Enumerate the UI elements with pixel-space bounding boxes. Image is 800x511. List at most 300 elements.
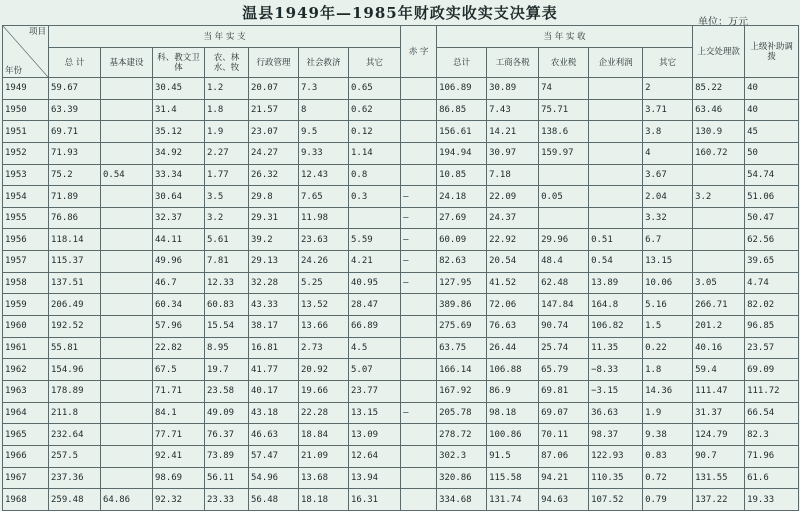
expenditure-cell: 1.14 — [349, 142, 401, 164]
revenue-cell: 0.51 — [589, 229, 643, 251]
expenditure-cell — [101, 424, 153, 446]
revenue-cell: 27.69 — [437, 207, 487, 229]
upper-processing-cell: 3.05 — [693, 272, 745, 294]
rev-agri-tax-header: 农业税 — [539, 48, 589, 78]
expenditure-cell: 13.66 — [299, 316, 349, 338]
table-row — [3, 207, 799, 229]
revenue-cell: 167.92 — [437, 380, 487, 402]
revenue-cell: −8.33 — [589, 359, 643, 381]
expenditure-cell: 30.64 — [153, 186, 205, 208]
expenditure-cell: 118.14 — [49, 229, 101, 251]
upper-subsidy-cell: 19.33 — [745, 489, 799, 511]
revenue-cell: 389.86 — [437, 294, 487, 316]
expenditure-cell: 84.1 — [153, 402, 205, 424]
upper-subsidy-cell: 62.56 — [745, 229, 799, 251]
table-row — [3, 489, 799, 511]
expenditure-cell: 31.4 — [153, 99, 205, 121]
expenditure-cell: 63.39 — [49, 99, 101, 121]
expenditure-cell: 23.77 — [349, 380, 401, 402]
revenue-cell: 65.79 — [539, 359, 589, 381]
expenditure-cell — [101, 207, 153, 229]
revenue-cell: 320.86 — [437, 467, 487, 489]
upper-processing-cell — [693, 251, 745, 273]
upper-subsidy-cell: 71.96 — [745, 445, 799, 467]
expenditure-cell — [101, 294, 153, 316]
expenditure-cell: 20.07 — [249, 78, 299, 100]
upper-processing-cell: 63.46 — [693, 99, 745, 121]
upper-subsidy-header: 上级补助调拨 — [745, 26, 799, 78]
table-row — [3, 142, 799, 164]
upper-processing-cell: 111.47 — [693, 380, 745, 402]
revenue-cell: 60.09 — [437, 229, 487, 251]
expenditure-cell: 54.96 — [249, 467, 299, 489]
chizi-cell — [401, 78, 437, 100]
expenditure-cell: 69.71 — [49, 121, 101, 143]
upper-processing-cell: 59.4 — [693, 359, 745, 381]
table-row — [3, 337, 799, 359]
chizi-cell — [401, 489, 437, 511]
revenue-cell: 10.06 — [643, 272, 693, 294]
expenditure-cell: 26.32 — [249, 164, 299, 186]
revenue-cell: 91.5 — [487, 445, 539, 467]
exp-agriculture-header: 农、林水、牧 — [205, 48, 249, 78]
expenditure-cell: 39.2 — [249, 229, 299, 251]
upper-processing-cell: 85.22 — [693, 78, 745, 100]
expenditure-cell: 12.33 — [205, 272, 249, 294]
revenue-cell: 22.92 — [487, 229, 539, 251]
upper-subsidy-cell: 50.47 — [745, 207, 799, 229]
year-cell: 1964 — [3, 402, 49, 424]
revenue-cell: 82.63 — [437, 251, 487, 273]
chizi-cell: — — [401, 207, 437, 229]
table-title: 温县1949年—1985年财政实收实支决算表 — [242, 4, 558, 22]
expenditure-cell: 56.11 — [205, 467, 249, 489]
revenue-cell: 76.63 — [487, 316, 539, 338]
revenue-cell: 127.95 — [437, 272, 487, 294]
table-row — [3, 78, 799, 100]
chizi-cell — [401, 445, 437, 467]
expenditure-cell: 21.57 — [249, 99, 299, 121]
expenditure-cell: 46.63 — [249, 424, 299, 446]
revenue-cell: 166.14 — [437, 359, 487, 381]
expenditure-cell: 5.25 — [299, 272, 349, 294]
table-row — [3, 272, 799, 294]
revenue-cell: 62.48 — [539, 272, 589, 294]
revenue-cell: 22.09 — [487, 186, 539, 208]
chizi-cell — [401, 359, 437, 381]
rev-tax-header: 工商各税 — [487, 48, 539, 78]
upper-processing-cell: 90.7 — [693, 445, 745, 467]
revenue-cell — [589, 121, 643, 143]
expenditure-cell: 71.93 — [49, 142, 101, 164]
expenditure-cell: 259.48 — [49, 489, 101, 511]
upper-processing-cell — [693, 164, 745, 186]
upper-subsidy-cell: 111.72 — [745, 380, 799, 402]
upper-subsidy-cell: 66.54 — [745, 402, 799, 424]
revenue-cell: 110.35 — [589, 467, 643, 489]
expenditure-cell: 49.96 — [153, 251, 205, 273]
expenditure-cell — [101, 186, 153, 208]
expenditure-cell: 22.28 — [299, 402, 349, 424]
revenue-cell: 69.81 — [539, 380, 589, 402]
table-row — [3, 445, 799, 467]
upper-subsidy-cell: 40 — [745, 78, 799, 100]
revenue-cell — [589, 99, 643, 121]
expenditure-cell: 23.58 — [205, 380, 249, 402]
corner-header — [3, 26, 49, 78]
upper-subsidy-cell: 4.74 — [745, 272, 799, 294]
revenue-cell — [539, 207, 589, 229]
expenditure-cell: 1.2 — [205, 78, 249, 100]
expenditure-cell — [101, 251, 153, 273]
expenditure-cell — [101, 359, 153, 381]
expenditure-cell: 7.65 — [299, 186, 349, 208]
chizi-cell: — — [401, 251, 437, 273]
table-row — [3, 251, 799, 273]
exp-other-header: 其它 — [349, 48, 401, 78]
expenditure-cell: 55.81 — [49, 337, 101, 359]
expenditure-cell: 7.81 — [205, 251, 249, 273]
revenue-cell: 302.3 — [437, 445, 487, 467]
revenue-cell: 275.69 — [437, 316, 487, 338]
expenditure-cell: 154.96 — [49, 359, 101, 381]
expenditure-cell: 18.18 — [299, 489, 349, 511]
chizi-cell: — — [401, 272, 437, 294]
year-cell: 1963 — [3, 380, 49, 402]
revenue-cell: 13.89 — [589, 272, 643, 294]
year-cell: 1967 — [3, 467, 49, 489]
expenditure-cell: 16.81 — [249, 337, 299, 359]
revenue-cell: 205.78 — [437, 402, 487, 424]
chizi-cell — [401, 142, 437, 164]
expenditure-cell: 0.8 — [349, 164, 401, 186]
upper-processing-cell: 124.79 — [693, 424, 745, 446]
upper-subsidy-cell: 45 — [745, 121, 799, 143]
revenue-cell: 107.52 — [589, 489, 643, 511]
year-cell: 1956 — [3, 229, 49, 251]
revenue-cell: 30.97 — [487, 142, 539, 164]
expenditure-cell: 0.12 — [349, 121, 401, 143]
expenditure-cell: 24.27 — [249, 142, 299, 164]
revenue-cell: 86.9 — [487, 380, 539, 402]
revenue-cell: 69.07 — [539, 402, 589, 424]
expenditure-cell: 30.45 — [153, 78, 205, 100]
revenue-cell: 2 — [643, 78, 693, 100]
upper-subsidy-cell: 40 — [745, 99, 799, 121]
expenditure-cell: 23.63 — [299, 229, 349, 251]
revenue-cell: 30.89 — [487, 78, 539, 100]
upper-processing-header: 上交处理款 — [693, 26, 745, 78]
expenditure-cell: 33.34 — [153, 164, 205, 186]
revenue-cell: 26.44 — [487, 337, 539, 359]
table-row — [3, 229, 799, 251]
expenditure-cell: 46.7 — [153, 272, 205, 294]
expenditure-cell: 237.36 — [49, 467, 101, 489]
expenditure-cell: 76.86 — [49, 207, 101, 229]
chizi-cell — [401, 424, 437, 446]
expenditure-cell: 22.82 — [153, 337, 205, 359]
revenue-cell — [589, 78, 643, 100]
revenue-cell: 1.9 — [643, 402, 693, 424]
upper-subsidy-cell: 61.6 — [745, 467, 799, 489]
revenue-cell: 4 — [643, 142, 693, 164]
upper-subsidy-cell: 39.65 — [745, 251, 799, 273]
upper-processing-cell: 3.2 — [693, 186, 745, 208]
upper-processing-cell: 266.71 — [693, 294, 745, 316]
expenditure-cell: 8 — [299, 99, 349, 121]
upper-subsidy-cell: 69.09 — [745, 359, 799, 381]
expenditure-cell: 64.86 — [101, 489, 153, 511]
revenue-cell: 106.88 — [487, 359, 539, 381]
expenditure-cell: 41.77 — [249, 359, 299, 381]
table-row — [3, 164, 799, 186]
exp-admin-header: 行政管理 — [249, 48, 299, 78]
upper-processing-cell: 160.72 — [693, 142, 745, 164]
expenditure-cell: 19.7 — [205, 359, 249, 381]
upper-processing-cell — [693, 207, 745, 229]
expenditure-cell: 13.15 — [349, 402, 401, 424]
chizi-cell — [401, 380, 437, 402]
year-cell: 1952 — [3, 142, 49, 164]
expenditure-cell: 20.92 — [299, 359, 349, 381]
expenditure-cell: 29.31 — [249, 207, 299, 229]
revenue-cell: 147.84 — [539, 294, 589, 316]
expenditure-cell: 5.61 — [205, 229, 249, 251]
revenue-cell: 194.94 — [437, 142, 487, 164]
rev-other-header: 其它 — [643, 48, 693, 78]
expenditure-cell: 206.49 — [49, 294, 101, 316]
expenditure-cell: 60.34 — [153, 294, 205, 316]
expenditure-cell: 98.69 — [153, 467, 205, 489]
revenue-cell: 75.71 — [539, 99, 589, 121]
expenditure-cell: 21.09 — [299, 445, 349, 467]
revenue-cell: 131.74 — [487, 489, 539, 511]
expenditure-cell: 34.92 — [153, 142, 205, 164]
expenditure-cell: 67.5 — [153, 359, 205, 381]
table-row — [3, 467, 799, 489]
expenditure-cell: 23.33 — [205, 489, 249, 511]
revenue-cell: −3.15 — [589, 380, 643, 402]
upper-subsidy-cell: 54.74 — [745, 164, 799, 186]
expenditure-cell: 5.07 — [349, 359, 401, 381]
expenditure-cell: 3.5 — [205, 186, 249, 208]
revenue-cell: 0.83 — [643, 445, 693, 467]
upper-subsidy-cell: 82.3 — [745, 424, 799, 446]
revenue-cell: 36.63 — [589, 402, 643, 424]
expenditure-cell: 211.8 — [49, 402, 101, 424]
expenditure-cell: 0.3 — [349, 186, 401, 208]
revenue-cell: 14.21 — [487, 121, 539, 143]
chizi-cell — [401, 121, 437, 143]
expenditure-cell: 7.3 — [299, 78, 349, 100]
revenue-cell: 90.74 — [539, 316, 589, 338]
revenue-cell: 0.72 — [643, 467, 693, 489]
revenue-cell: 106.82 — [589, 316, 643, 338]
revenue-cell: 164.8 — [589, 294, 643, 316]
chizi-cell — [401, 337, 437, 359]
exp-construction-header: 基本建设 — [101, 48, 153, 78]
expenditure-cell: 92.41 — [153, 445, 205, 467]
revenue-cell — [539, 164, 589, 186]
year-cell: 1960 — [3, 316, 49, 338]
expenditure-cell — [101, 229, 153, 251]
revenue-cell: 86.85 — [437, 99, 487, 121]
revenue-cell: 115.58 — [487, 467, 539, 489]
revenue-cell: 334.68 — [437, 489, 487, 511]
year-cell: 1962 — [3, 359, 49, 381]
upper-subsidy-cell: 96.85 — [745, 316, 799, 338]
upper-processing-cell: 40.16 — [693, 337, 745, 359]
expenditure-cell: 4.21 — [349, 251, 401, 273]
revenue-cell: 14.36 — [643, 380, 693, 402]
expenditure-cell: 13.09 — [349, 424, 401, 446]
expenditure-cell: 73.89 — [205, 445, 249, 467]
revenue-cell: 5.16 — [643, 294, 693, 316]
expenditure-cell — [101, 78, 153, 100]
expenditure-cell: 12.43 — [299, 164, 349, 186]
expenditure-cell: 71.71 — [153, 380, 205, 402]
expenditure-cell: 29.8 — [249, 186, 299, 208]
finance-table — [2, 25, 799, 511]
expenditure-cell — [349, 207, 401, 229]
expenditure-cell: 23.07 — [249, 121, 299, 143]
expenditure-cell: 57.96 — [153, 316, 205, 338]
table-row — [3, 186, 799, 208]
year-cell: 1950 — [3, 99, 49, 121]
expenditure-cell: 44.11 — [153, 229, 205, 251]
table-row — [3, 121, 799, 143]
expenditure-cell: 13.52 — [299, 294, 349, 316]
expenditure-cell: 66.89 — [349, 316, 401, 338]
revenue-cell: 41.52 — [487, 272, 539, 294]
expenditure-cell — [101, 142, 153, 164]
revenue-cell: 1.8 — [643, 359, 693, 381]
expenditure-cell: 92.32 — [153, 489, 205, 511]
expenditure-cell: 1.9 — [205, 121, 249, 143]
expenditure-cell: 76.37 — [205, 424, 249, 446]
chizi-cell — [401, 316, 437, 338]
revenue-cell — [589, 186, 643, 208]
revenue-cell — [589, 207, 643, 229]
revenue-cell — [589, 142, 643, 164]
corner-bottom-label: 年份 — [5, 66, 23, 76]
expenditure-cell: 5.59 — [349, 229, 401, 251]
year-cell: 1953 — [3, 164, 49, 186]
unit-label: 单位：万元 — [698, 17, 748, 28]
expenditure-cell: 24.26 — [299, 251, 349, 273]
expenditure-cell: 2.73 — [299, 337, 349, 359]
revenue-cell: 156.61 — [437, 121, 487, 143]
table-row — [3, 359, 799, 381]
revenue-cell: 0.54 — [589, 251, 643, 273]
table-row — [3, 402, 799, 424]
expenditure-cell: 56.48 — [249, 489, 299, 511]
expenditure-cell: 40.17 — [249, 380, 299, 402]
year-cell: 1965 — [3, 424, 49, 446]
table-row — [3, 316, 799, 338]
expenditure-cell: 0.62 — [349, 99, 401, 121]
expenditure-cell: 0.65 — [349, 78, 401, 100]
exp-total-header: 总 计 — [49, 48, 101, 78]
expenditure-cell: 19.66 — [299, 380, 349, 402]
expenditure-cell: 232.64 — [49, 424, 101, 446]
expenditure-cell: 77.71 — [153, 424, 205, 446]
year-cell: 1954 — [3, 186, 49, 208]
revenue-cell: 24.37 — [487, 207, 539, 229]
expenditure-cell: 38.17 — [249, 316, 299, 338]
expenditure-cell: 1.77 — [205, 164, 249, 186]
table-row — [3, 99, 799, 121]
expenditure-cell: 43.33 — [249, 294, 299, 316]
revenue-cell: 0.05 — [539, 186, 589, 208]
revenue-cell: 98.18 — [487, 402, 539, 424]
expenditure-cell: 75.2 — [49, 164, 101, 186]
expenditure-cell: 29.13 — [249, 251, 299, 273]
revenue-cell: 0.22 — [643, 337, 693, 359]
exp-relief-header: 社会救济 — [299, 48, 349, 78]
year-cell: 1966 — [3, 445, 49, 467]
chizi-cell — [401, 294, 437, 316]
revenue-cell: 6.7 — [643, 229, 693, 251]
rev-total-header: 总计 — [437, 48, 487, 78]
revenue-cell: 9.38 — [643, 424, 693, 446]
revenue-cell: 1.5 — [643, 316, 693, 338]
expenditure-cell: 11.98 — [299, 207, 349, 229]
expenditure-group-header: 当 年 实 支 — [49, 26, 401, 48]
upper-subsidy-cell: 23.57 — [745, 337, 799, 359]
year-cell: 1959 — [3, 294, 49, 316]
expenditure-cell: 4.5 — [349, 337, 401, 359]
expenditure-cell — [101, 380, 153, 402]
expenditure-cell — [101, 402, 153, 424]
table-row — [3, 294, 799, 316]
upper-processing-cell: 130.9 — [693, 121, 745, 143]
year-cell: 1968 — [3, 489, 49, 511]
revenue-cell: 3.32 — [643, 207, 693, 229]
revenue-cell: 94.63 — [539, 489, 589, 511]
expenditure-cell — [101, 337, 153, 359]
upper-processing-cell: 131.55 — [693, 467, 745, 489]
expenditure-cell: 13.68 — [299, 467, 349, 489]
expenditure-cell: 9.5 — [299, 121, 349, 143]
revenue-cell: 94.21 — [539, 467, 589, 489]
expenditure-cell: 49.09 — [205, 402, 249, 424]
chizi-cell — [401, 99, 437, 121]
expenditure-cell: 60.83 — [205, 294, 249, 316]
upper-processing-cell — [693, 229, 745, 251]
expenditure-cell: 28.47 — [349, 294, 401, 316]
revenue-cell: 72.06 — [487, 294, 539, 316]
revenue-cell: 20.54 — [487, 251, 539, 273]
revenue-cell: 87.06 — [539, 445, 589, 467]
revenue-group-header: 当 年 实 收 — [437, 26, 693, 48]
revenue-cell: 24.18 — [437, 186, 487, 208]
expenditure-cell: 115.37 — [49, 251, 101, 273]
year-cell: 1951 — [3, 121, 49, 143]
expenditure-cell — [101, 467, 153, 489]
revenue-cell: 11.35 — [589, 337, 643, 359]
year-cell: 1961 — [3, 337, 49, 359]
revenue-cell: 106.89 — [437, 78, 487, 100]
upper-processing-cell: 201.2 — [693, 316, 745, 338]
revenue-cell: 48.4 — [539, 251, 589, 273]
chizi-header: 赤 字 — [401, 26, 437, 78]
expenditure-cell: 15.54 — [205, 316, 249, 338]
expenditure-cell: 257.5 — [49, 445, 101, 467]
expenditure-cell: 18.84 — [299, 424, 349, 446]
upper-subsidy-cell: 82.02 — [745, 294, 799, 316]
revenue-cell: 7.18 — [487, 164, 539, 186]
